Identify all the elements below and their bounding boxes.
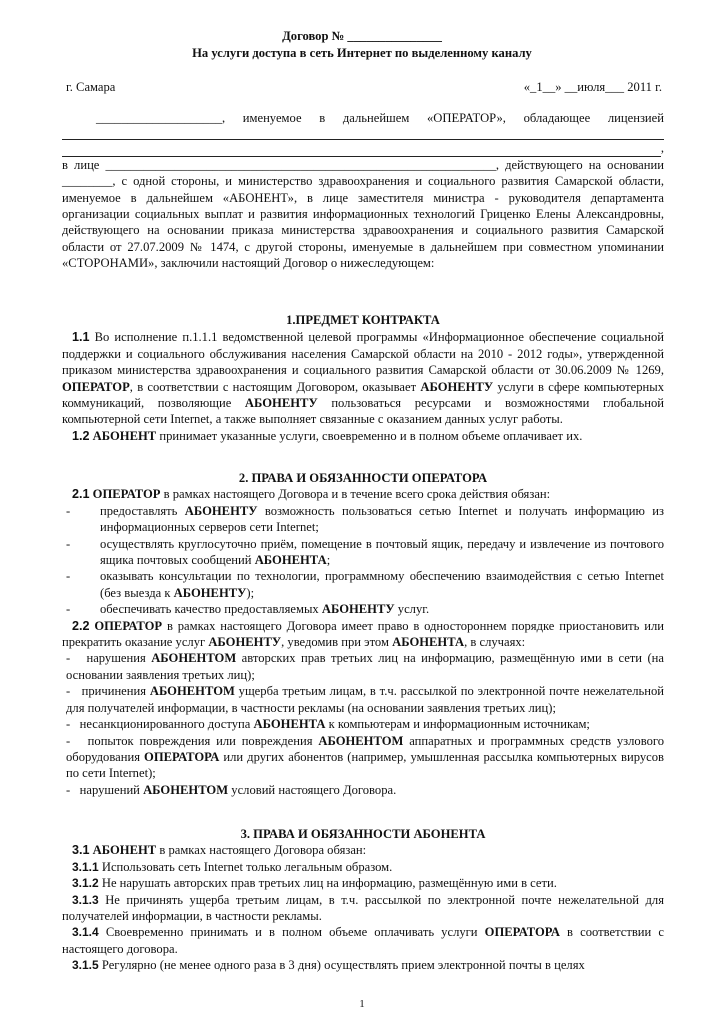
blank-line-1	[62, 126, 664, 140]
list-item: - оказывать консультации по технологии, программному обеспечению взаимодействия с сетью Internet (без выезда к АБОНЕНТУ);	[66, 569, 664, 600]
contract-city: г. Самара	[66, 80, 116, 94]
preamble-line-3: в лице ______________________________________________________________, действующего на основании	[62, 157, 664, 172]
section-2	[62, 470, 664, 798]
page-number: 1	[359, 998, 365, 1010]
clause-number: 3.1.2	[72, 876, 99, 891]
preamble-line-1: ____________________, именуемое в дальнейшем «ОПЕРАТОР», обладающее лицензией	[96, 111, 664, 125]
clause-2-1: 2.1 ОПЕРАТОР в рамках настоящего Договора и в течение всего срока действия обязан:	[72, 487, 551, 502]
section-2-title: 2. ПРАВА И ОБЯЗАННОСТИ ОПЕРАТОРА	[238, 471, 488, 485]
clause-3-1-3: 3.1.3 Не причинять ущерба третьим лицам, в т.ч. рассылкой по электронной почте нежелательной для получателей информации, в частности рекламы.	[62, 892, 664, 924]
section-1	[62, 312, 664, 444]
clause-3-1-1: 3.1.1 Использовать сеть Internet только легальным образом.	[72, 859, 393, 874]
contract-subtitle: На услуги доступа в сеть Интернет по выделенному каналу	[192, 46, 532, 60]
contract-title: Договор № _______________	[282, 29, 442, 43]
clause-number: 3.1.1	[72, 859, 99, 874]
clause-number: 3.1	[72, 843, 90, 858]
blank-line-2	[62, 140, 664, 156]
clause-number: 1.1	[72, 330, 90, 345]
list-item: - нарушения АБОНЕНТОМ авторских прав третьих лиц на информацию, размещённую ими в сети (на основании заявления третьих лиц);	[66, 651, 664, 682]
clause-number: 3.1.4	[72, 925, 99, 940]
section-1-title: 1.ПРЕДМЕТ КОНТРАКТА	[286, 313, 440, 327]
list-item: - причинения АБОНЕНТОМ ущерба третьим лицам, в т.ч. рассылкой по электронной почте нежелательной для получателей информации, в частности рекламы (на основании заявления третьих лиц);	[66, 684, 664, 715]
clause-number: 2.2	[72, 618, 90, 633]
list-item: - предоставлять АБОНЕНТУ возможность пользоваться сетью Internet и получать информацию из информационных серверов сети Internet;	[66, 503, 664, 535]
list-item: - обеспечивать качество предоставляемых АБОНЕНТУ услуг.	[66, 602, 430, 617]
blank-line-comma: ,	[660, 141, 664, 156]
list-item: - осуществлять круглосуточно приём, помещение в почтовый ящик, передачу и извлечение из почтового ящика почтовых сообщений АБОНЕНТА;	[66, 536, 664, 568]
contract-date: «_1__» __июля___ 2011 г.	[523, 80, 662, 94]
clause-1-2: 1.2 АБОНЕНТ принимает указанные услуги, своевременно и в полном объеме оплачивает их.	[72, 428, 583, 443]
list-item: - несанкционированного доступа АБОНЕНТА к компьютерам и информационным источникам;	[66, 717, 590, 732]
clause-number: 2.1	[72, 487, 90, 502]
clause-1-1: 1.1 Во исполнение п.1.1.1 ведомственной целевой программы «Информационное обеспечение социальной поддержки и социального обслуживания населения Самарской области на 2010 - 2012 годы», утвержденной приказом министерства здравоохранения и социального развития Самарской области от 30.06.2009 № 1269, ОПЕРАТОР, в соответствии с настоящим Договором, оказывает АБОНЕНТУ услуги в сфере компьютерных коммуникаций, позволяющие АБОНЕНТУ пользоваться ресурсами и возможностями глобальной компьютерной сети Internet, а также выполняет связанные с оказанием данных услуг работы.	[62, 330, 665, 427]
list-item: - нарушений АБОНЕНТОМ условий настоящего Договора.	[66, 782, 397, 797]
preamble-body: ________, с одной стороны, и министерство здравоохранения и социального развития Самарской области, именуемое в дальнейшем «АБОНЕНТ», в лице заместителя министра - руководителя департамента организации социальных выплат и развития информационных технологий Гриценко Елены Александровны, действующего на основании приказа министерства здравоохранения и социального развития Самарской области от 27.07.2009 № 1474, с другой стороны, именуемые в дальнейшем при совместном упоминании «СТОРОНАМИ», заключили настоящий Договор о нижеследующем:	[62, 174, 664, 271]
clause-3-1-2: 3.1.2 Не нарушать авторских прав третьих лиц на информацию, размещённую ими в сети.	[72, 876, 557, 891]
clause-3-1-4: 3.1.4 Своевременно принимать и в полном объеме оплачивать услуги ОПЕРАТОРА в соответствии с настоящего договора.	[62, 925, 664, 956]
clause-number: 3.1.3	[72, 892, 99, 907]
clause-number: 3.1.5	[72, 958, 99, 973]
preamble	[62, 110, 664, 272]
list-item: - попыток повреждения или повреждения АБОНЕНТОМ аппаратных и программных средств узлового оборудования ОПЕРАТОРА или других абонентов (например, умышленная рассылка компьютерных вирусов по сети Internet);	[66, 733, 665, 781]
clause-2-2: 2.2 ОПЕРАТОР в рамках настоящего Договора имеет право в одностороннем порядке приостановить или прекратить оказание услуг АБОНЕНТУ, уведомив при этом АБОНЕНТА, в случаях:	[62, 618, 664, 650]
clause-3-1-5: 3.1.5 Регулярно (не менее одного раза в 3 дня) осуществлять прием электронной почты в целях	[72, 958, 585, 973]
clause-3-1: 3.1 АБОНЕНТ в рамках настоящего Договора обязан:	[72, 843, 367, 858]
clause-number: 1.2	[72, 428, 90, 443]
section-3	[62, 826, 664, 974]
section-3-title: 3. ПРАВА И ОБЯЗАННОСТИ АБОНЕНТА	[240, 827, 486, 841]
